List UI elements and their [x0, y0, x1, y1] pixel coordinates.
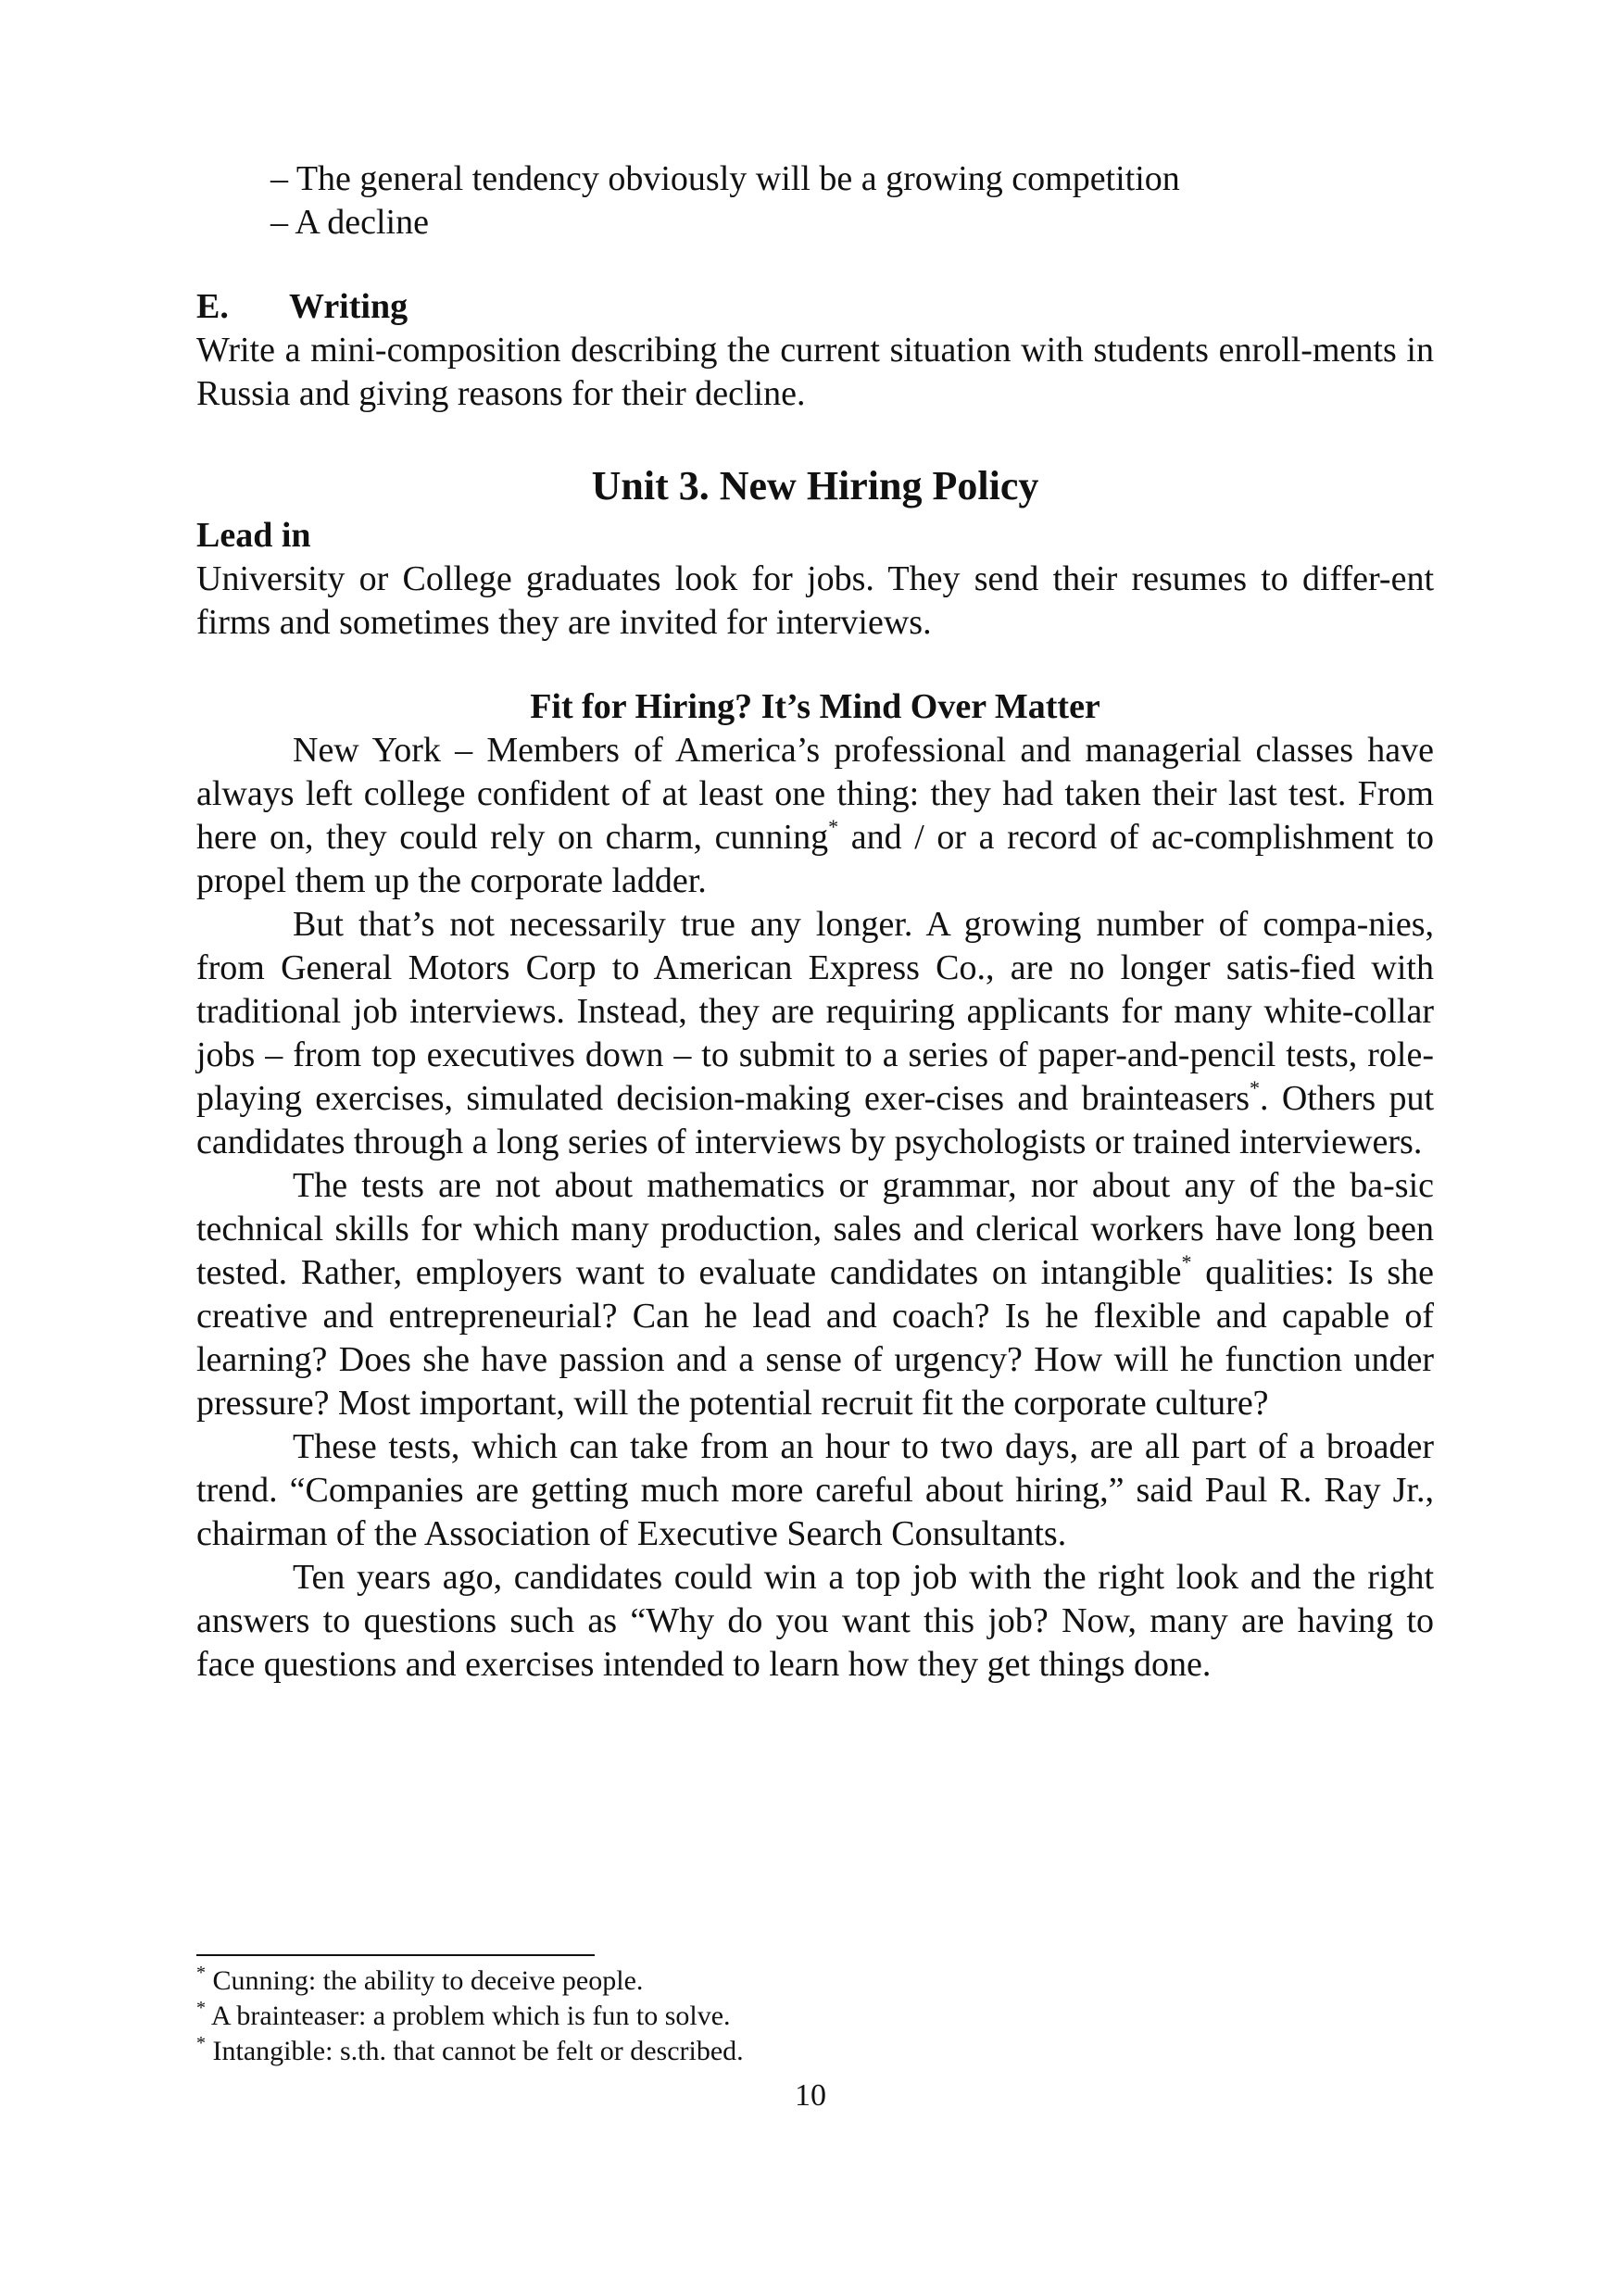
- paragraph-text: New York – Members of America’s professional and managerial classes have always left college confident of at least one thing: they had taken their last test. From here on, they could rely on charm, cunning: [196, 731, 1434, 857]
- article-paragraph-3: [196, 1164, 1434, 1425]
- list-item: – A decline: [270, 203, 429, 242]
- footnote-marker: *: [1181, 1250, 1192, 1273]
- footnote-divider: [196, 1954, 595, 1956]
- paragraph-text: and / or a record of ac-complishment to propel them up the corporate ladder.: [196, 818, 1434, 900]
- footnote-marker: *: [1250, 1076, 1261, 1099]
- footnote-marker: *: [196, 1998, 206, 2018]
- unit-title: Unit 3. New Hiring Policy: [591, 463, 1039, 508]
- section-letter: E.: [196, 287, 229, 326]
- section-e-heading: [196, 285, 1434, 329]
- lead-in-text: University or College graduates look for jobs. They send their resumes to differ-ent firms and sometimes they are invited for interviews.: [196, 559, 1434, 642]
- page-body: [196, 157, 1434, 1687]
- footnote: [196, 1964, 1434, 1999]
- article-paragraph-5: Ten years ago, candidates could win a top job with the right look and the right answers to questions such as “Why do you want this job? Now, many are having to face questions and exercises intended to learn how they get things done.: [196, 1558, 1434, 1684]
- list-item: – The general tendency obviously will be a growing competition: [270, 159, 1180, 198]
- article-paragraph-2: [196, 903, 1434, 1164]
- footnote-text: Intangible: s.th. that cannot be felt or described.: [212, 2036, 744, 2066]
- article-title: Fit for Hiring? It’s Mind Over Matter: [530, 687, 1100, 726]
- paragraph-text: The tests are not about mathematics or grammar, nor about any of the ba-sic technical skills for which many production, sales and clerical workers have long been tested. Rather, employers want to evaluate candidates on intangible: [196, 1166, 1434, 1292]
- footnote-text: Cunning: the ability to deceive people.: [212, 1965, 644, 1996]
- footnote-marker: *: [196, 2033, 206, 2053]
- section-title: Writing: [289, 287, 408, 326]
- footnote-text: A brainteaser: a problem which is fun to solve.: [210, 2001, 731, 2031]
- article-paragraph-4: These tests, which can take from an hour to two days, are all part of a broader trend. “Companies are getting much more careful about hiring,” said Paul R. Ray Jr., chairman of the Association of Executive Search Consultants.: [196, 1427, 1434, 1553]
- footnote: [196, 2034, 1434, 2069]
- footnotes: [196, 1964, 1434, 2069]
- article-paragraph-1: [196, 729, 1434, 903]
- paragraph-text: qualities: Is she creative and entrepreneurial? Can he lead and coach? Is he flexible and capable of learning? Does she have passion and a sense of urgency? How will he function under pressure? Most important, will the potential recruit fit the corporate culture?: [196, 1253, 1434, 1423]
- section-e-text: Write a mini-composition describing the current situation with students enroll-ments in Russia and giving reasons for their decline.: [196, 331, 1434, 413]
- footnote: [196, 1999, 1434, 2034]
- page-number: 10: [795, 2078, 826, 2113]
- footnote-marker: *: [196, 1963, 206, 1983]
- footnote-marker: *: [828, 815, 839, 838]
- paragraph-text: But that’s not necessarily true any longer. A growing number of compa-nies, from General Motors Corp to American Express Co., are no longer satis-fied with traditional job interviews. Instead, they are requiring applicants for many white-collar jobs – from top executives down – to submit to a series of paper-and-pencil tests, role-playing exercises, simulated decision-making exer-cises and brainteasers: [196, 905, 1434, 1118]
- lead-in-heading: Lead in: [196, 516, 311, 555]
- paragraph-text: . Others put candidates through a long series of interviews by psychologists or trained interviewers.: [196, 1079, 1434, 1161]
